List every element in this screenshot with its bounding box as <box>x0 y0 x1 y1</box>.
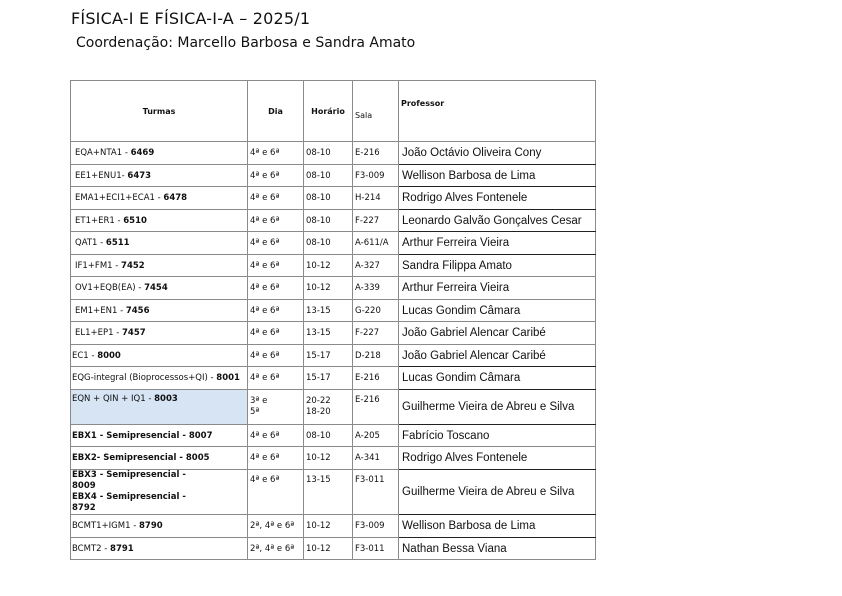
professor-cell: Sandra Filippa Amato <box>399 255 596 277</box>
turma-cell: OV1+EQB(EA) - 7454 <box>71 277 248 300</box>
dia-cell: 3ª e 5ª <box>248 390 304 425</box>
table-row <box>71 367 596 390</box>
horario-cell: 08-10 <box>304 142 353 165</box>
header-turmas: Turmas <box>71 81 248 142</box>
dia-cell: 4ª e 6ª <box>248 470 304 515</box>
table-row <box>71 142 596 165</box>
table-header-row <box>71 81 596 142</box>
professor-cell: João Gabriel Alencar Caribé <box>399 345 596 367</box>
turma-cell: EQG-integral (Bioprocessos+QI) - 8001 <box>71 367 248 390</box>
horario-cell: 08-10 <box>304 425 353 447</box>
dia-cell: 4ª e 6ª <box>248 367 304 390</box>
turma-cell: BCMT1+IGM1 - 8790 <box>71 515 248 538</box>
horario-cell: 08-10 <box>304 187 353 210</box>
dia-cell: 4ª e 6ª <box>248 187 304 210</box>
turma-cell: EBX2- Semipresencial - 8005 <box>71 447 248 470</box>
dia-cell: 4ª e 6ª <box>248 425 304 447</box>
sala-cell: A-341 <box>353 447 399 470</box>
sala-cell: F3-009 <box>353 165 399 187</box>
table-row <box>71 425 596 447</box>
sala-cell: A-611/A <box>353 232 399 255</box>
professor-cell: João Gabriel Alencar Caribé <box>399 322 596 345</box>
sala-cell: F-227 <box>353 210 399 232</box>
horario-cell: 10-12 <box>304 515 353 538</box>
sala-cell: A-327 <box>353 255 399 277</box>
dia-cell: 4ª e 6ª <box>248 345 304 367</box>
horario-cell: 10-12 <box>304 538 353 560</box>
professor-cell: Lucas Gondim Câmara <box>399 300 596 322</box>
turma-cell: EQN + QIN + IQ1 - 8003 <box>71 390 248 425</box>
turma-cell: EMA1+ECI1+ECA1 - 6478 <box>71 187 248 210</box>
horario-cell: 13-15 <box>304 322 353 345</box>
horario-cell: 08-10 <box>304 210 353 232</box>
table-row <box>71 300 596 322</box>
professor-cell: Wellison Barbosa de Lima <box>399 165 596 187</box>
sala-cell: F-227 <box>353 322 399 345</box>
turma-cell: ET1+ER1 - 6510 <box>71 210 248 232</box>
horario-cell: 13-15 <box>304 300 353 322</box>
horario-cell: 15-17 <box>304 367 353 390</box>
horario-cell: 10-12 <box>304 255 353 277</box>
turma-cell: EM1+EN1 - 7456 <box>71 300 248 322</box>
table-row <box>71 187 596 210</box>
professor-cell: Guilherme Vieira de Abreu e Silva <box>399 390 596 425</box>
table-row <box>71 277 596 300</box>
professor-cell: João Octávio Oliveira Cony <box>399 142 596 165</box>
header-horario: Horário <box>304 81 353 142</box>
turma-cell: EC1 - 8000 <box>71 345 248 367</box>
table-row <box>71 345 596 367</box>
table-row <box>71 538 596 560</box>
schedule-table <box>70 80 596 560</box>
turma-cell: EE1+ENU1- 6473 <box>71 165 248 187</box>
horario-cell: 15-17 <box>304 345 353 367</box>
document-subtitle: Coordenação: Marcello Barbosa e Sandra Amato <box>76 35 416 51</box>
dia-cell: 2ª, 4ª e 6ª <box>248 538 304 560</box>
sala-cell: A-205 <box>353 425 399 447</box>
horario-cell: 08-10 <box>304 165 353 187</box>
dia-cell: 4ª e 6ª <box>248 142 304 165</box>
sala-cell: E-216 <box>353 367 399 390</box>
table-row <box>71 447 596 470</box>
header-professor: Professor <box>399 81 596 142</box>
table-row <box>71 165 596 187</box>
professor-cell: Lucas Gondim Câmara <box>399 367 596 390</box>
horario-cell: 08-10 <box>304 232 353 255</box>
sala-cell: E-216 <box>353 390 399 425</box>
dia-cell: 4ª e 6ª <box>248 300 304 322</box>
dia-cell: 4ª e 6ª <box>248 210 304 232</box>
horario-cell: 20-22 18-20 <box>304 390 353 425</box>
header-sala: Sala <box>353 81 399 142</box>
dia-cell: 4ª e 6ª <box>248 322 304 345</box>
turma-cell: EBX3 - Semipresencial - 8009 EBX4 - Semipresencial - 8792 <box>71 470 248 515</box>
sala-cell: G-220 <box>353 300 399 322</box>
table-row <box>71 210 596 232</box>
table-row <box>71 232 596 255</box>
professor-cell: Arthur Ferreira Vieira <box>399 232 596 255</box>
professor-cell: Fabrício Toscano <box>399 425 596 447</box>
professor-cell: Leonardo Galvão Gonçalves Cesar <box>399 210 596 232</box>
professor-cell: Nathan Bessa Viana <box>399 538 596 560</box>
sala-cell: E-216 <box>353 142 399 165</box>
horario-cell: 13-15 <box>304 470 353 515</box>
horario-cell: 10-12 <box>304 277 353 300</box>
turma-cell: QAT1 - 6511 <box>71 232 248 255</box>
sala-cell: H-214 <box>353 187 399 210</box>
professor-cell: Rodrigo Alves Fontenele <box>399 187 596 210</box>
dia-cell: 4ª e 6ª <box>248 165 304 187</box>
table-row <box>71 255 596 277</box>
sala-cell: F3-011 <box>353 470 399 515</box>
table-row <box>71 322 596 345</box>
table-row <box>71 470 596 515</box>
turma-cell: EBX1 - Semipresencial - 8007 <box>71 425 248 447</box>
table-row <box>71 515 596 538</box>
horario-cell: 10-12 <box>304 447 353 470</box>
turma-cell: EL1+EP1 - 7457 <box>71 322 248 345</box>
turma-cell: IF1+FM1 - 7452 <box>71 255 248 277</box>
sala-cell: F3-011 <box>353 538 399 560</box>
dia-cell: 4ª e 6ª <box>248 255 304 277</box>
dia-cell: 2ª, 4ª e 6ª <box>248 515 304 538</box>
sala-cell: D-218 <box>353 345 399 367</box>
professor-cell: Arthur Ferreira Vieira <box>399 277 596 300</box>
professor-cell: Wellison Barbosa de Lima <box>399 515 596 538</box>
dia-cell: 4ª e 6ª <box>248 277 304 300</box>
header-dia: Dia <box>248 81 304 142</box>
sala-cell: A-339 <box>353 277 399 300</box>
dia-cell: 4ª e 6ª <box>248 232 304 255</box>
professor-cell: Rodrigo Alves Fontenele <box>399 447 596 470</box>
turma-cell: BCMT2 - 8791 <box>71 538 248 560</box>
table-row <box>71 390 596 425</box>
dia-cell: 4ª e 6ª <box>248 447 304 470</box>
sala-cell: F3-009 <box>353 515 399 538</box>
turma-cell: EQA+NTA1 - 6469 <box>71 142 248 165</box>
document-title: FÍSICA-I E FÍSICA-I-A – 2025/1 <box>71 9 311 28</box>
professor-cell: Guilherme Vieira de Abreu e Silva <box>399 470 596 515</box>
